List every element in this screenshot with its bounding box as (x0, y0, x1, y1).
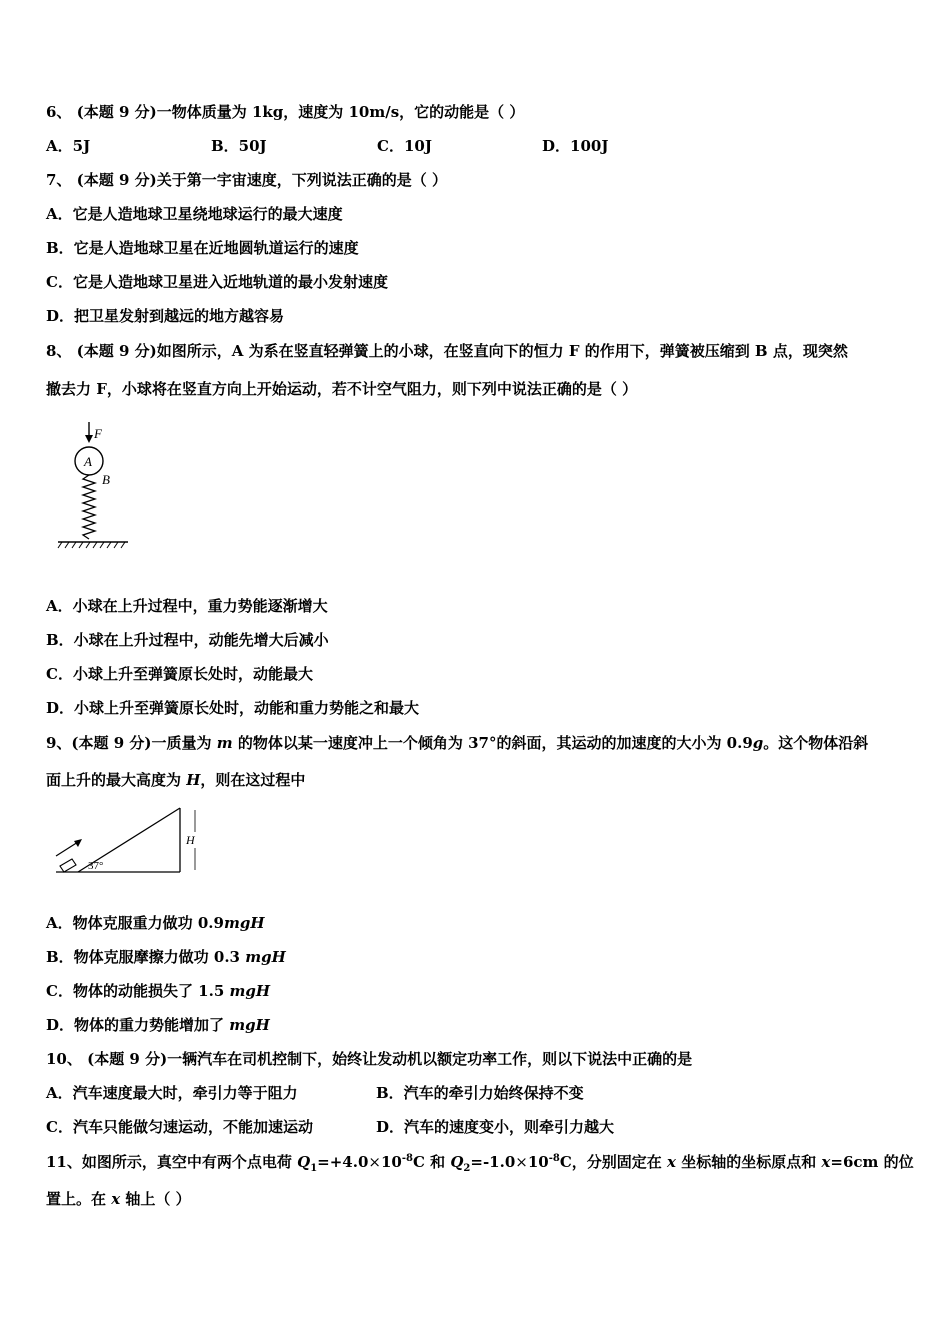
spring-ball-figure (52, 418, 132, 550)
q6-option-c: C．10J (377, 137, 432, 155)
q10-option-c: C．汽车只能做匀速运动，不能加速运动 (46, 1118, 313, 1136)
q6-option-b: B．50J (211, 137, 267, 155)
q7-option-c: C．它是人造地球卫星进入近地轨道的最小发射速度 (46, 273, 388, 291)
q11-stem-line2: 置上。在 x 轴上（ ） (46, 1190, 191, 1208)
q8-option-c: C．小球上升至弹簧原长处时，动能最大 (46, 665, 313, 683)
q6-option-d: D．100J (542, 137, 609, 155)
q9-option-a: A．物体克服重力做功 0.9mgH (46, 914, 265, 932)
q9-option-b: B．物体克服摩擦力做功 0.3 mgH (46, 948, 286, 966)
q8-stem-line2: 撤去力 F，小球将在竖直方向上开始运动，若不计空气阻力，则下列中说法正确的是（ ） (46, 380, 638, 398)
q7-option-b: B．它是人造地球卫星在近地圆轨道运行的速度 (46, 239, 359, 257)
q7-option-d: D．把卫星发射到越远的地方越容易 (46, 307, 285, 325)
q6-stem: 6、 (本题 9 分)一物体质量为 1kg，速度为 10m/s，它的动能是（ ） (46, 103, 525, 121)
q6-option-a: A．5J (46, 137, 91, 155)
point-b-label: B (102, 472, 110, 487)
ball-label: A (84, 454, 92, 469)
q8-option-b: B．小球在上升过程中，动能先增大后减小 (46, 631, 329, 649)
q9-stem-line1: 9、(本题 9 分)一质量为 m 的物体以某一速度冲上一个倾角为 37°的斜面，其运动的加速度的大小为 0.9g。这个物体沿斜 (46, 734, 869, 752)
q8-option-a: A．小球在上升过程中，重力势能逐渐增大 (46, 597, 328, 615)
q9-stem-line2: 面上升的最大高度为 H，则在这过程中 (46, 771, 306, 789)
q7-option-a: A．它是人造地球卫星绕地球运行的最大速度 (46, 205, 343, 223)
q10-stem: 10、 (本题 9 分)一辆汽车在司机控制下，始终让发动机以额定功率工作，则以下说法中正确的是 (46, 1050, 693, 1068)
force-label: F (94, 426, 102, 441)
q11-stem-line1: 11、如图所示，真空中有两个点电荷 $Q_1=+4.0\times 10^{-8}C$ 和 $Q_2=-1.0\times 10^{-8}C$，分别固定在 x 坐标轴的坐标原点和 x=6cm 的位 (46, 1153, 914, 1174)
q9-option-c: C．物体的动能损失了 1.5 mgH (46, 982, 271, 1000)
angle-label: 37° (88, 860, 104, 872)
q8-option-d: D．小球上升至弹簧原长处时，动能和重力势能之和最大 (46, 699, 420, 717)
incline-figure (48, 804, 208, 880)
q8-stem-line1: 8、 (本题 9 分)如图所示，A 为系在竖直轻弹簧上的小球，在竖直向下的恒力 F 的作用下，弹簧被压缩到 B 点，现突然 (46, 342, 848, 360)
q10-option-a: A．汽车速度最大时，牵引力等于阻力 (46, 1084, 298, 1102)
q7-stem: 7、 (本题 9 分)关于第一宇宙速度，下列说法正确的是（ ） (46, 171, 447, 189)
height-label: H (186, 833, 195, 847)
q9-option-d: D．物体的重力势能增加了 mgH (46, 1016, 270, 1034)
q10-option-b: B．汽车的牵引力始终保持不变 (376, 1084, 584, 1102)
q10-option-d: D．汽车的速度变小，则牵引力越大 (376, 1118, 615, 1136)
